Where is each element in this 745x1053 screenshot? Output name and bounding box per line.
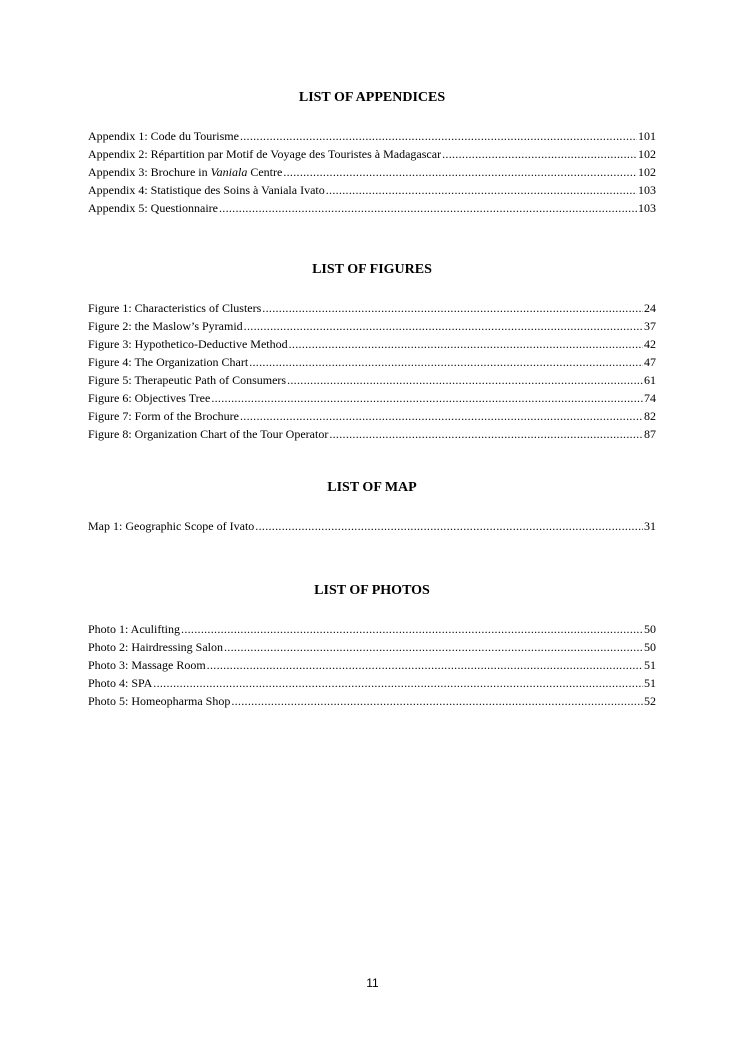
map-section [88,479,656,535]
dot-leader [326,181,637,199]
entry-title: Appendix 2: Répartition par Motif de Voyage des Touristes à Madagascar [88,147,442,161]
photo-entry-3[interactable] [88,656,656,674]
map-entry-1[interactable] [88,517,656,535]
dot-leader [240,407,643,425]
dot-leader [207,656,643,674]
figure-entry-4[interactable] [88,353,656,371]
dot-leader [283,163,637,181]
entry-title: Figure 7: Form of the Brochure [88,409,239,423]
entry-page: 51 [644,658,656,672]
figures-list [88,299,656,443]
dot-leader [249,353,643,371]
entry-page: 61 [644,373,656,387]
entry-page: 31 [644,519,656,533]
entry-title: Figure 4: The Organization Chart [88,355,249,369]
appendices-list [88,127,656,217]
entry-page: 103 [638,201,656,215]
entry-title: Map 1: Geographic Scope of Ivato [88,519,255,533]
dot-leader [211,389,643,407]
entry-title-part: Centre [247,165,283,179]
appendix-entry-2[interactable] [88,145,656,163]
figure-entry-1[interactable] [88,299,656,317]
entry-page: 47 [644,355,656,369]
figure-entry-8[interactable] [88,425,656,443]
photo-entry-4[interactable] [88,674,656,692]
dot-leader [181,620,643,638]
entry-page: 50 [644,640,656,654]
dot-leader [255,517,643,535]
dot-leader [224,638,643,656]
map-list [88,517,656,535]
appendix-entry-4[interactable] [88,181,656,199]
entry-title: Photo 2: Hairdressing Salon [88,640,223,654]
appendix-entry-5[interactable] [88,199,656,217]
entry-title: Figure 5: Therapeutic Path of Consumers [88,373,287,387]
dot-leader [287,371,643,389]
photo-entry-1[interactable] [88,620,656,638]
entry-page: 42 [644,337,656,351]
entry-page: 102 [638,165,656,179]
photo-entry-5[interactable] [88,692,656,710]
figure-entry-6[interactable] [88,389,656,407]
dot-leader [219,199,637,217]
dot-leader [262,299,643,317]
entry-title: Appendix 1: Code du Tourisme [88,129,239,143]
entry-title-italic: Vaniala [210,165,248,179]
entry-page: 74 [644,391,656,405]
dot-leader [289,335,643,353]
figure-entry-2[interactable] [88,317,656,335]
figure-entry-3[interactable] [88,335,656,353]
page-number: 11 [366,976,379,990]
photos-heading: LIST OF PHOTOS [314,583,430,598]
entry-title: Photo 4: SPA [88,676,153,690]
photos-list [88,620,656,710]
photo-entry-2[interactable] [88,638,656,656]
photos-section [88,582,656,710]
appendices-section [88,89,656,217]
entry-title: Figure 3: Hypothetico-Deductive Method [88,337,288,351]
entry-title [88,163,282,181]
figures-heading: LIST OF FIGURES [312,262,432,277]
appendix-entry-1[interactable] [88,127,656,145]
dot-leader [153,674,643,692]
entry-title: Figure 6: Objectives Tree [88,391,211,405]
entry-title: Figure 1: Characteristics of Clusters [88,301,262,315]
figure-entry-5[interactable] [88,371,656,389]
dot-leader [329,425,643,443]
entry-title: Photo 3: Massage Room [88,658,206,672]
figure-entry-7[interactable] [88,407,656,425]
entry-title: Figure 2: the Maslow’s Pyramid [88,319,243,333]
entry-title: Figure 8: Organization Chart of the Tour Operator [88,427,329,441]
entry-title: Photo 1: Aculifting [88,622,181,636]
appendix-entry-3[interactable] [88,163,656,181]
entry-page: 101 [638,129,656,143]
map-heading: LIST OF MAP [327,480,417,495]
dot-leader [442,145,637,163]
dot-leader [240,127,637,145]
dot-leader [244,317,643,335]
entry-title: Photo 5: Homeopharma Shop [88,694,231,708]
entry-page: 103 [638,183,656,197]
entry-page: 24 [644,301,656,315]
entry-page: 87 [644,427,656,441]
entry-page: 37 [644,319,656,333]
entry-title: Appendix 4: Statistique des Soins à Vaniala Ivato [88,183,325,197]
entry-title: Appendix 5: Questionnaire [88,201,218,215]
entry-page: 51 [644,676,656,690]
entry-page: 82 [644,409,656,423]
dot-leader [231,692,643,710]
entry-page: 50 [644,622,656,636]
appendices-heading: LIST OF APPENDICES [298,90,446,105]
entry-page: 52 [644,694,656,708]
entry-page: 102 [638,147,656,161]
entry-title-part: Appendix 3: Brochure in [88,165,211,179]
figures-section [88,261,656,443]
